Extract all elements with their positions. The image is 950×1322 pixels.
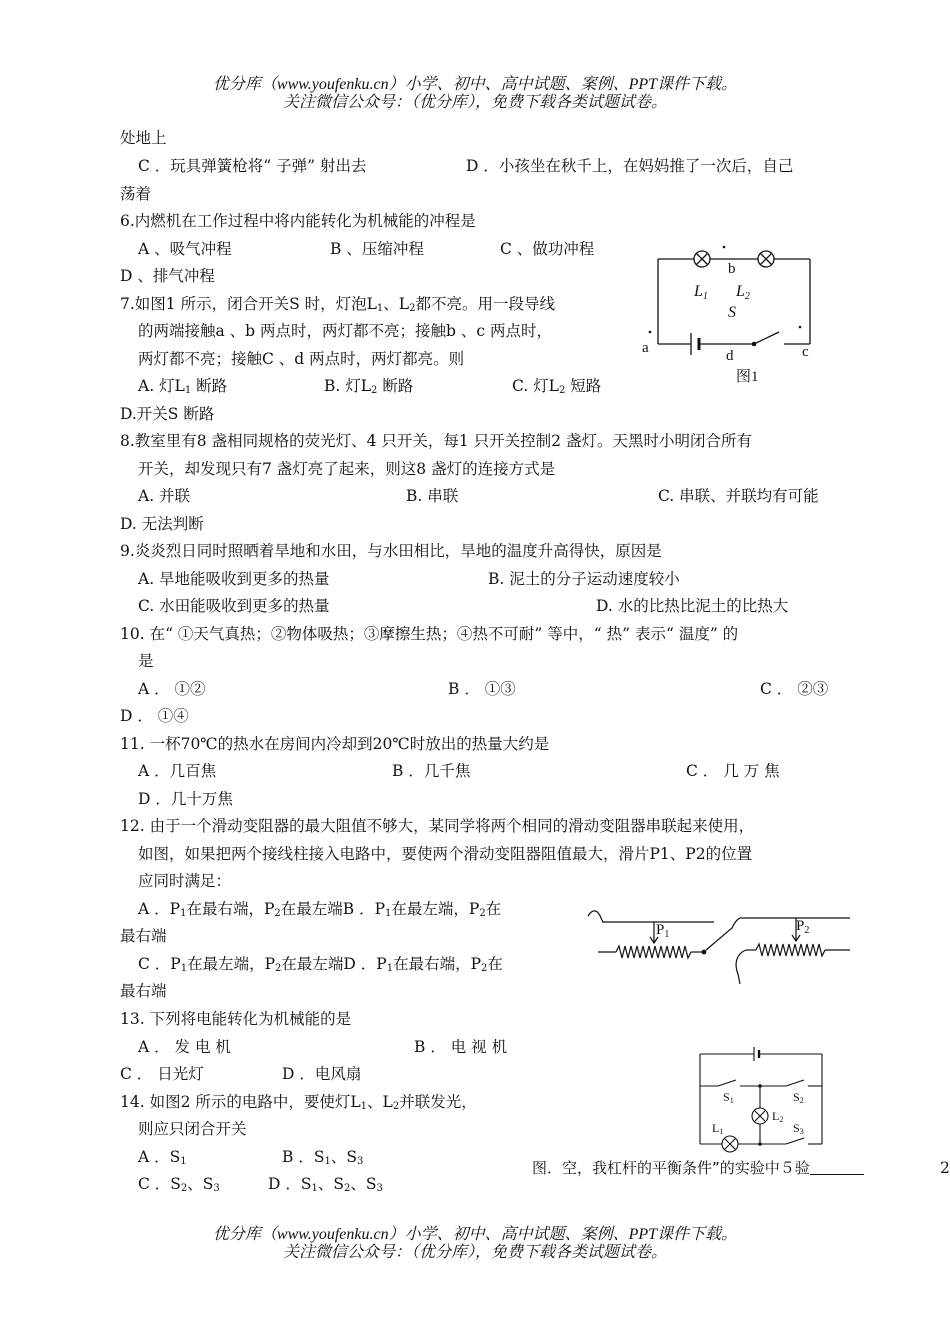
option-d: D ． ①④: [120, 707, 189, 725]
option-c: C ．玩具弹簧枪将“ 子弹” 射出去: [138, 157, 367, 175]
right-resistor-coil: [756, 944, 825, 956]
switch-s3-lever: [786, 1138, 804, 1144]
option-b: B ．几千焦: [392, 762, 471, 780]
option-d: D.开关S 断路: [120, 405, 215, 423]
label-d: d: [726, 348, 734, 364]
question-7: 7.如图1 所示，闭合开关S 时，灯泡$L_1$、$L_2$都不亮。用一段导线: [120, 295, 555, 314]
text-line: 开关，却发现只有7 盏灯亮了起来，则这8 盏灯的连接方式是: [138, 460, 556, 478]
page-number: 2: [940, 1159, 950, 1177]
figure-1-circuit: [636, 238, 826, 388]
text-line: 应同时满足：: [138, 872, 232, 890]
question-8: 8.教室里有8 盏相同规格的荧光灯、4 只开关，每1 只开关控制2 盏灯。天黑时小明闭合所有: [120, 432, 752, 450]
text-line: 的两端接触a 、b 两点时，两灯都不亮；接触b 、c 两点时，: [138, 322, 552, 340]
connecting-wire: [706, 918, 740, 950]
rheostat-figure: [588, 900, 858, 990]
left-resistor-coil: [616, 946, 691, 958]
option-a: A. 并联: [138, 487, 191, 505]
label-s1: S1: [723, 1090, 734, 1105]
option-b: B ．$S_1$、$S_3$: [282, 1148, 364, 1167]
option-a: A ． ①②: [138, 680, 206, 698]
option-c: C ． 几 万 焦: [686, 762, 780, 780]
switch-s-lever: [754, 332, 779, 344]
option-c: C. 水田能吸收到更多的热量: [138, 597, 330, 615]
text-line: 则应只闭合开关: [138, 1120, 247, 1138]
option-c: C. 灯$L_2$ 短路: [512, 377, 602, 396]
option-a: A 、吸气冲程: [138, 240, 232, 258]
option-d: D ．小孩坐在秋千上，在妈妈推了一次后，自己: [466, 157, 794, 175]
option-c: C ． ②③: [760, 680, 829, 698]
option-d: D 、排气冲程: [120, 267, 215, 285]
question-12: 12. 由于一个滑动变阻器的最大阻值不够大，某同学将两个相同的滑动变阻器串联起来使用，: [120, 817, 755, 835]
option-c: C. 串联、并联均有可能: [658, 487, 819, 505]
label-p2: $P_2$: [796, 918, 810, 936]
answer-blank: [810, 1160, 864, 1175]
text-line: 是: [138, 652, 154, 670]
footer-line-2: 关注微信公众号：（优分库），免费下载各类试题试卷。: [282, 1244, 667, 1261]
label-c: c: [802, 344, 809, 360]
label-p1: $P_1$: [656, 922, 670, 940]
option-a: A ． 发 电 机: [138, 1038, 231, 1056]
text-line: 荡着: [120, 185, 152, 203]
option-b: B 、压缩冲程: [330, 240, 424, 258]
switch-s2-lever: [786, 1080, 804, 1086]
option-b: B. 串联: [406, 487, 459, 505]
option-a: A. 灯$L_1$ 断路: [138, 377, 228, 396]
option-a: A ．几百焦: [138, 762, 217, 780]
question-13: 13. 下列将电能转化为机械能的是: [120, 1010, 352, 1028]
header-line-2: 关注微信公众号：（优分库），免费下载各类试题试卷。: [282, 94, 667, 111]
figure-2-circuit: [690, 1040, 830, 1158]
label-l1: L1: [694, 283, 708, 302]
question-6: 6.内燃机在工作过程中将内能转化为机械能的冲程是: [120, 212, 476, 230]
label-a: a: [642, 340, 649, 356]
question-14: 14. 如图2 所示的电路中，要使灯$L_1$、$L_2$并联发光，: [120, 1093, 477, 1112]
label-l1: L1: [712, 1121, 724, 1136]
option-d: D. 水的比热比泥土的比热大: [596, 597, 789, 615]
text-line: 如图，如果把两个接线柱接入电路中，要使两个滑动变阻器阻值最大，滑片P1、P2的位置: [138, 845, 753, 863]
label-s: S: [728, 304, 736, 321]
label-l2: L2: [772, 1109, 784, 1124]
header-line-1: 优分库（www.youfenku.cn）小学、初中、高中试题、案例、PPT课件下载。: [212, 76, 738, 93]
label-s2: S2: [793, 1090, 804, 1105]
text-line: 两灯都不亮；接触C 、d 两点时，两灯都亮。则: [138, 350, 465, 368]
text-line: 处地上: [120, 129, 167, 147]
question-11: 11. 一杯70℃的热水在房间内冷却到20℃时放出的热量大约是: [120, 735, 550, 753]
footer-line-1: 优分库（www.youfenku.cn）小学、初中、高中试题、案例、PPT课件下载。: [212, 1226, 738, 1243]
option-d: D. 无法判断: [120, 515, 204, 533]
figure-1-caption: 图1: [736, 369, 759, 385]
question-9: 9.炎炎烈日同时照晒着旱地和水田，与水田相比，旱地的温度升高得快，原因是: [120, 542, 662, 560]
right-wire-end: [736, 950, 746, 984]
switch-s1-lever: [718, 1080, 736, 1086]
text-line: 最右端: [120, 927, 167, 945]
option-d: D ．几十万焦: [138, 790, 233, 808]
option-c: C 、做功冲程: [500, 240, 595, 258]
option-d: D ．电风扇: [282, 1065, 362, 1083]
option-a: A ．$S_1$: [138, 1148, 187, 1167]
option-c: C ．$S_2$、$S_3$: [138, 1175, 220, 1194]
option-c-d: C ．$P_1$在最左端，$P_2$在最左端D ．$P_1$在最右端，$P_2$在: [138, 955, 503, 974]
label-b: b: [728, 261, 736, 277]
option-b: B. 泥土的分子运动速度较小: [488, 570, 680, 588]
option-a: A. 旱地能吸收到更多的热量: [138, 570, 330, 588]
left-wire-end: [588, 911, 603, 922]
label-l2: L2: [736, 283, 750, 302]
option-d: D ．$S_1$、$S_2$、$S_3$: [268, 1175, 383, 1194]
option-a-b: A ．$P_1$在最右端，$P_2$在最左端B ．$P_1$在最左端，$P_2$在: [138, 900, 502, 919]
option-b: B ． 电 视 机: [414, 1038, 508, 1056]
option-b: B ． ①③: [448, 680, 516, 698]
option-b: B. 灯$L_2$ 断路: [324, 377, 414, 396]
text-line: 最右端: [120, 982, 167, 1000]
option-c: C ． 日光灯: [120, 1065, 204, 1083]
question-10: 10. 在“ ①天气真热；②物体吸热；③摩擦生热；④热不可耐” 等中，“ 热” 表示“ 温度” 的: [120, 625, 739, 643]
overlapping-text: 图．空，我杠杆的平衡条件”的实验中５验: [532, 1158, 864, 1178]
label-s3: S3: [793, 1121, 804, 1136]
